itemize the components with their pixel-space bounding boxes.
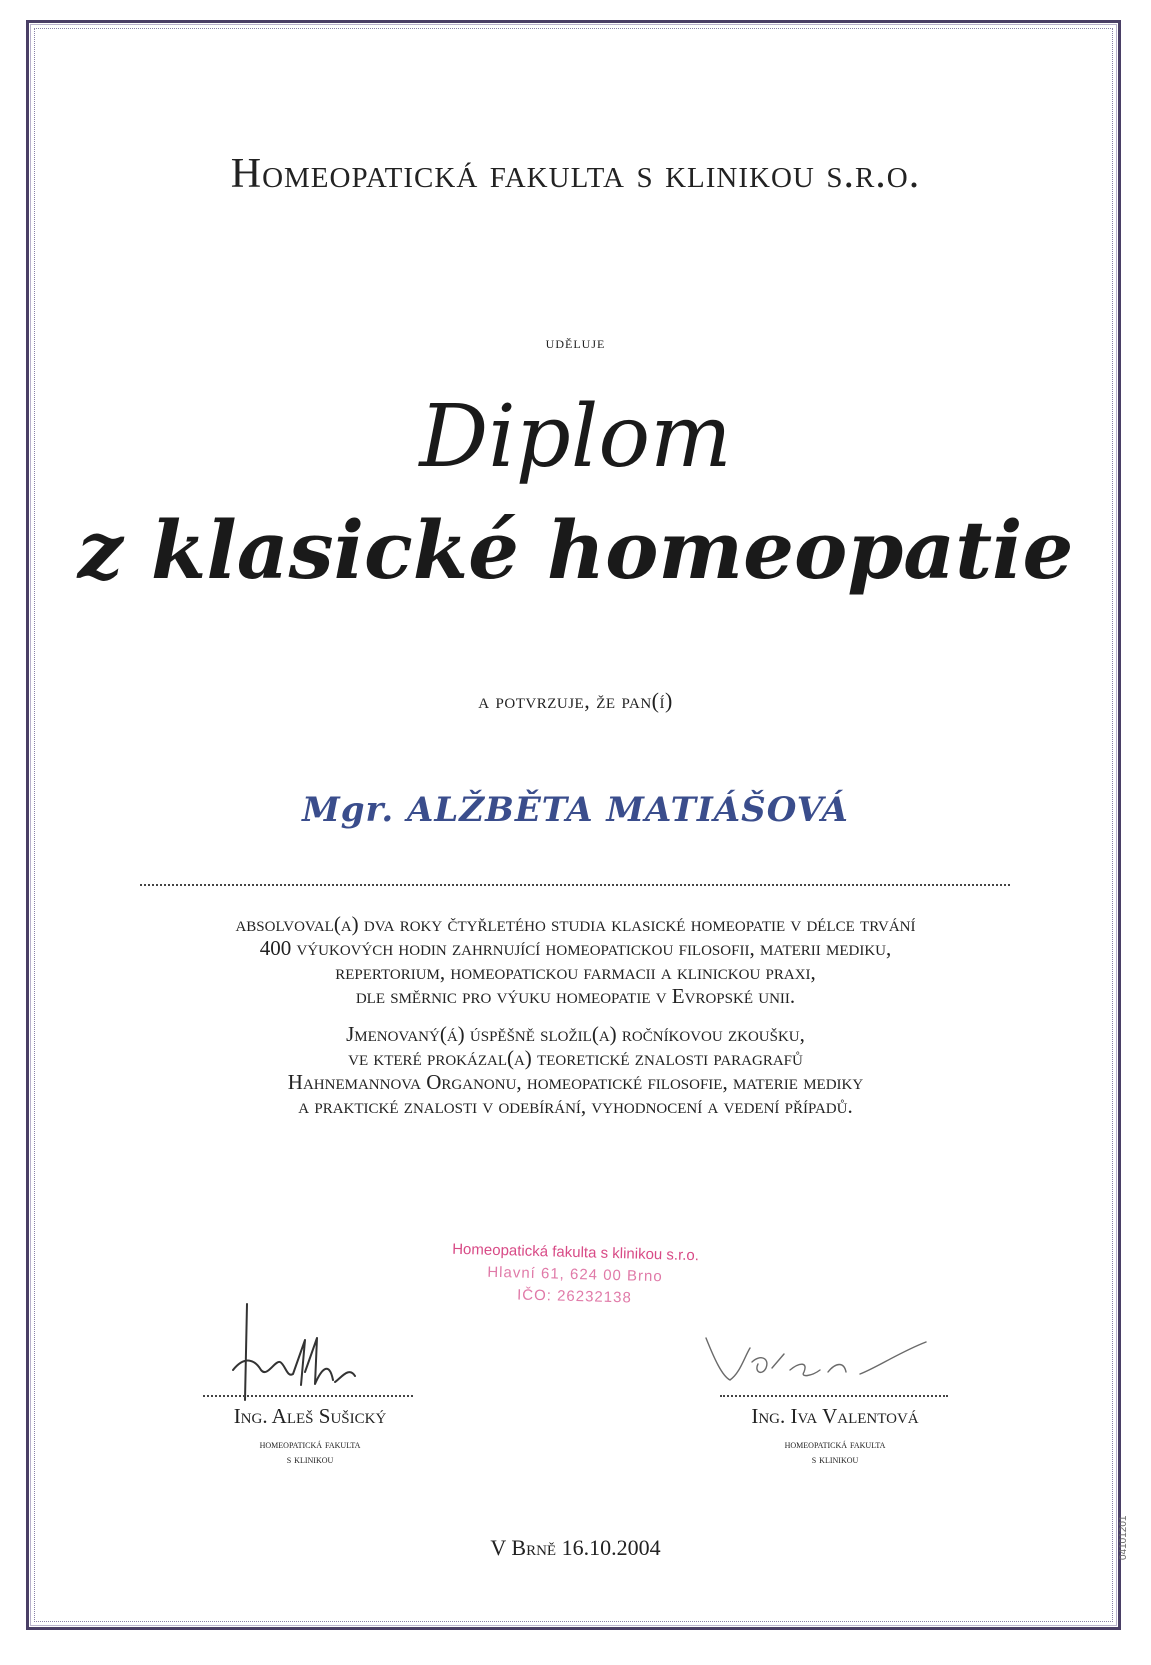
exam-description (120, 1022, 1031, 1118)
place-and-date: V Brně 16.10.2004 (490, 1535, 661, 1560)
exam-line: a praktické znalosti v odebírání, vyhodnocení a vedení případů. (298, 1094, 853, 1118)
confirms-label: a potvrzuje, že pan(í) (478, 688, 673, 713)
right-signer (715, 1404, 955, 1467)
study-description (120, 912, 1031, 1008)
serial-number: 04101201 (1118, 1515, 1129, 1560)
institution-stamp (419, 1238, 731, 1312)
recipient-name: Mgr. ALŽBĚTA MATIÁŠOVÁ (302, 790, 849, 830)
diploma-subtitle: z klasické homeopatie (77, 503, 1074, 597)
recipient-dotted-line (140, 884, 1010, 886)
exam-line: ve které prokázal(a) teoretické znalosti paragrafů (348, 1046, 803, 1070)
study-line: absolvoval(a) dva roky čtyřletého studia klasické homeopatie v délce trvání (235, 912, 916, 936)
exam-line: Jmenovaný(á) úspěšně složil(a) ročníkovou zkoušku, (346, 1022, 805, 1046)
right-signer-name: Ing. Iva Valentová (751, 1404, 919, 1428)
right-signature-image (700, 1318, 940, 1398)
diploma-title: Diplom (419, 387, 732, 487)
study-line: repertorium, homeopatickou farmacii a klinickou praxi, (335, 960, 816, 984)
left-signer-name: Ing. Aleš Sušický (233, 1404, 387, 1428)
exam-line: Hahnemannova Organonu, homeopatické filosofie, materie mediky (287, 1070, 864, 1094)
left-signer-org (190, 1437, 430, 1467)
stamp-line-address: Hlavní 61, 624 00 Brno (487, 1263, 663, 1286)
left-signer-org-line1: homeopatická fakulta (259, 1437, 361, 1451)
study-line: 400 výukových hodin zahrnující homeopatickou filosofii, materii mediku, (259, 936, 892, 960)
stamp-line-name: Homeopatická fakulta s klinikou s.r.o. (452, 1240, 700, 1265)
right-signer-org-line2: s klinikou (811, 1452, 859, 1466)
left-signature-line (203, 1395, 413, 1397)
awards-label: uděluje (545, 333, 606, 352)
institution-name: Homeopatická fakulta s klinikou s.r.o. (230, 151, 921, 197)
right-signature-line (720, 1395, 948, 1397)
right-signer-org (715, 1437, 955, 1467)
right-signer-org-line1: homeopatická fakulta (784, 1437, 886, 1451)
stamp-line-ico: IČO: 26232138 (516, 1286, 633, 1307)
left-signature-image (225, 1300, 415, 1410)
left-signer (190, 1404, 430, 1467)
study-line: dle směrnic pro výuku homeopatie v Evropské unii. (355, 984, 796, 1008)
left-signer-org-line2: s klinikou (286, 1452, 334, 1466)
